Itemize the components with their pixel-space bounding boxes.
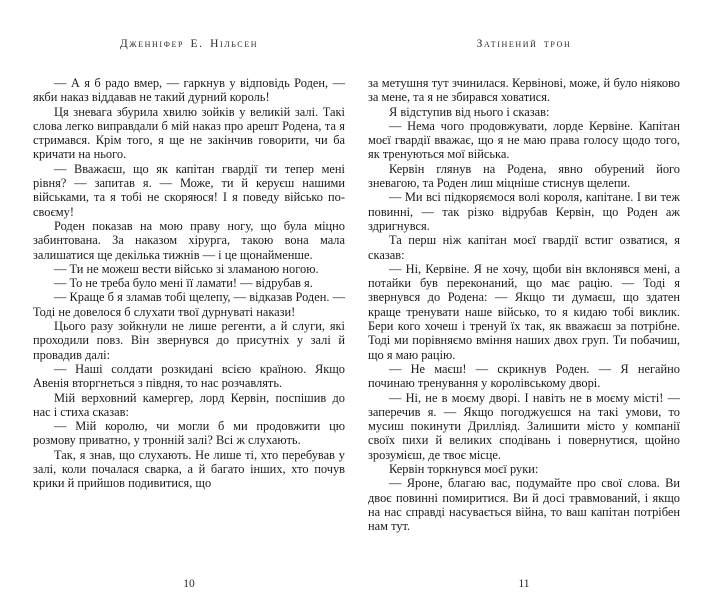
- running-header-title: Затінений трон: [476, 38, 572, 50]
- paragraph: — Наші солдати розкидані всією країною. Якщо Авенія вторгнеться з півдня, то нас розчавлять.: [33, 361, 345, 391]
- paragraph: — Ми всі підкоряємося волі короля, капітане. І ви теж повинні, — так різко відрубав Кервін, що Роден аж здригнувся.: [368, 190, 680, 233]
- paragraph: Я відступив від нього і сказав:: [389, 104, 550, 119]
- paragraph: — Ні, не в моєму дворі. І навіть не в моєму місті! — заперечив я. — Якщо погоджуєшся на такі умови, то мусиш покинути Дрилліяд. Залишити місто у компанії своїх пихи й великих сподівань і повернутися, щойно зрозумієш, де твоє місце.: [368, 390, 680, 462]
- paragraph: Так, я знав, що слухають. Не лише ті, хто перебував у залі, коли почалася сварка, а й багато інших, хто почув крики й прийшов подивитися, що: [33, 447, 345, 491]
- paragraph: — Вважаєш, що як капітан гвардії ти тепер мені рівня? — запитав я. — Може, ти й керуєш нашими військами, та я тобі не скоряюся! І я поведу військо по-своєму!: [33, 161, 345, 219]
- page-number-right: 11: [518, 578, 530, 590]
- page-right: [368, 38, 680, 592]
- paragraph: Та перш ніж капітан моєї гвардії встиг озватися, я сказав:: [368, 233, 680, 262]
- paragraph: — Не маєш! — скрикнув Роден. — Я негайно починаю тренування у королівському дворі.: [368, 361, 680, 391]
- paragraph: Кервін торкнувся моєї руки:: [389, 462, 539, 477]
- paragraph: Роден показав на мою праву ногу, що була міцно забинтована. За наказом хірурга, такою вона мала залишатися ще декілька тижнів — і це щонайменше.: [33, 218, 345, 262]
- paragraph: Цього разу зойкнули не лише регенти, а й слуги, які проходили повз. Він звернувся до присутніх у залі й провадив далі:: [33, 319, 345, 362]
- page-number-left: 10: [183, 578, 195, 590]
- page-body-left: [33, 76, 345, 491]
- paragraph: — Краще б я зламав тобі щелепу, — відказав Роден. — Тоді не довелося б слухати твої дурнуваті накази!: [33, 290, 345, 319]
- paragraph: — Нема чого продовжувати, лорде Кервіне. Капітан моєї гвардії вважає, що я не маю права голосу щодо того, як тренуються мої війська.: [368, 118, 680, 162]
- paragraph: — Яроне, благаю вас, подумайте про свої слова. Ви двоє повинні помиритися. Ви й досі травмований, і якщо на нас справді насувається війна, то ваш капітан потрібен нам тут.: [368, 476, 680, 534]
- paragraph: — То не треба було мені її ламати! — відрубав я.: [54, 276, 313, 291]
- page-left: [33, 38, 345, 592]
- page-body-right: [368, 76, 680, 534]
- running-header-author: Дженніфер Е. Нільсен: [119, 38, 259, 50]
- paragraph: — Ні, Кервіне. Я не хочу, щоби він вклонявся мені, а потайки був переконаний, що має рацію. — Тоді я звернувся до Родена: — Якщо ти думаєш, що здатен краще тренувати наше військо, то я кидаю тобі виклик. Бери кого хочеш і тренуй їх так, як вважаєш за потрібне. Тоді ми порівняємо вміння наших двох груп. Ти побачиш, що я маю рацію.: [368, 261, 680, 362]
- paragraph: Ця зневага збурила хвилю зойків у великій залі. Такі слова легко виправдали б мій наказ про арешт Родена, та я стримався. Крім того, я ще не закінчив говорити, чи ба кричати на нього.: [33, 104, 345, 162]
- paragraph: — А я б радо вмер, — гаркнув у відповідь Роден, — якби наказ віддавав не такий дурний король!: [33, 76, 345, 105]
- paragraph: — Ти не можеш вести військо зі зламаною ногою.: [54, 261, 319, 276]
- paragraph: Мій верховний камергер, лорд Кервін, поспішив до нас і стиха сказав:: [33, 390, 345, 419]
- paragraph: за метушня тут зчинилася. Кервінові, може, й було ніяково за мене, та я не збирався ховатися.: [368, 76, 680, 105]
- paragraph: — Мій королю, чи могли б ми продовжити цю розмову приватно, у тронній залі? Всі ж слухають.: [33, 419, 345, 448]
- paragraph: Кервін глянув на Родена, явно обурений його зневагою, та Роден лиш міцніше стиснув щелепи.: [368, 161, 680, 191]
